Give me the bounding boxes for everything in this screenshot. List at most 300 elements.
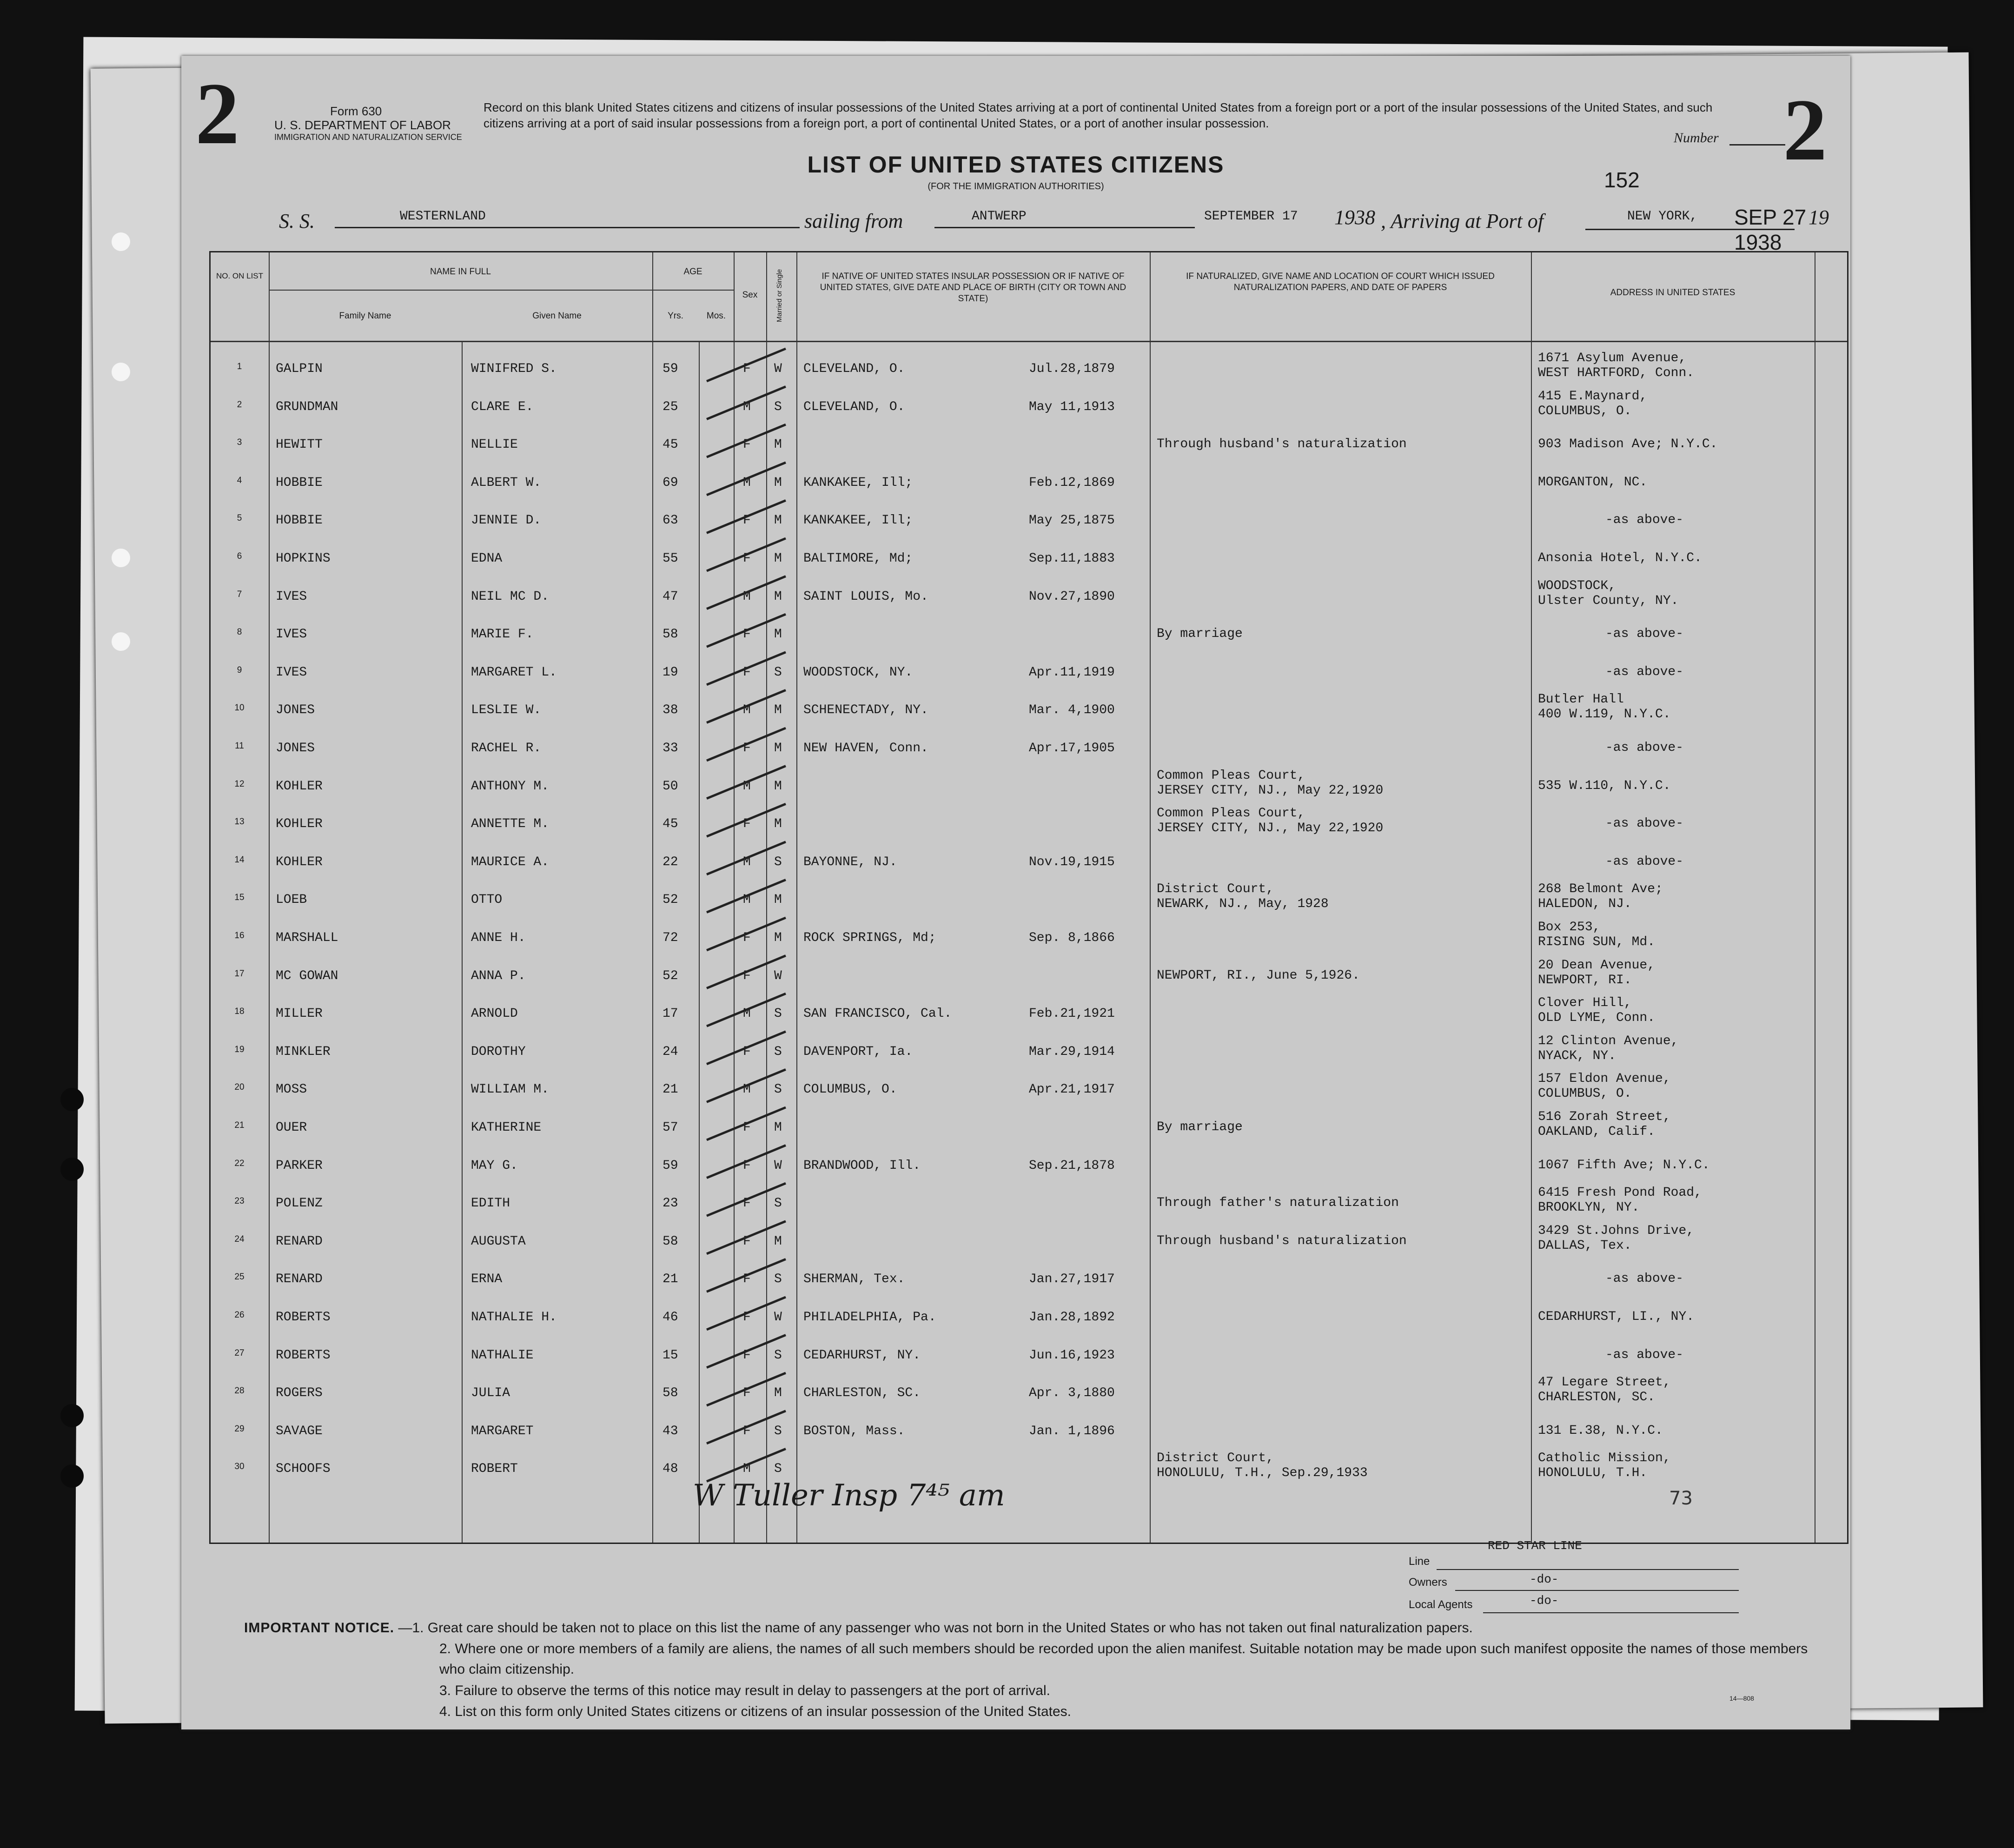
marital-status: S	[774, 1007, 782, 1021]
agents-label: Local Agents	[1409, 1598, 1473, 1611]
row-number: 11	[235, 741, 244, 751]
marital-status: M	[774, 551, 782, 566]
row-number: 18	[234, 1007, 245, 1017]
address-line: HONOLULU, T.H.	[1538, 1466, 1648, 1481]
sex: F	[743, 362, 751, 376]
table-row	[211, 1334, 1847, 1372]
table-row	[211, 613, 1847, 651]
table-row	[211, 1106, 1847, 1145]
birth-date: Feb.12,1869	[1029, 475, 1115, 490]
age: 17	[662, 1007, 678, 1021]
row-number: 21	[234, 1120, 245, 1130]
family-name: OUER	[276, 1120, 307, 1135]
given-name: ANNA P.	[471, 968, 526, 983]
marital-status: S	[774, 1044, 782, 1059]
table-row	[211, 1145, 1847, 1183]
check-mark	[707, 1259, 786, 1292]
check-mark	[707, 1146, 786, 1178]
address-line: 535 W.110, N.Y.C.	[1538, 778, 1671, 793]
page-title: LIST OF UNITED STATES CITIZENS	[807, 152, 1225, 178]
address-line: DALLAS, Tex.	[1538, 1238, 1632, 1253]
address-line: OAKLAND, Calif.	[1538, 1125, 1656, 1139]
address-line: OLD LYME, Conn.	[1538, 1011, 1656, 1026]
family-name: POLENZ	[276, 1196, 323, 1211]
table-row	[211, 879, 1847, 917]
birth-place: DAVENPORT, Ia.	[803, 1044, 913, 1059]
check-mark	[707, 804, 786, 836]
table-row	[211, 1068, 1847, 1106]
age: 72	[662, 931, 678, 945]
marital-status: M	[774, 779, 782, 794]
address-line: 1671 Asylum Avenue,	[1538, 351, 1687, 365]
marital-status: W	[774, 362, 782, 376]
row-number: 2	[237, 399, 242, 410]
age: 19	[662, 665, 678, 680]
number-label: Number	[1674, 130, 1719, 146]
table-row	[211, 1220, 1847, 1258]
address-line: Ulster County, NY.	[1538, 593, 1679, 608]
birth-place: SAINT LOUIS, Mo.	[803, 589, 928, 604]
age: 52	[662, 893, 678, 907]
given-name: MARGARET L.	[471, 665, 557, 680]
naturalization-line: Through husband's naturalization	[1157, 1233, 1407, 1248]
row-number: 20	[234, 1082, 245, 1093]
address-line: COLUMBUS, O.	[1538, 404, 1632, 418]
line-underline	[1437, 1569, 1739, 1570]
given-name: ALBERT W.	[471, 475, 542, 490]
header-rule	[269, 290, 652, 291]
marital-status: M	[774, 475, 782, 490]
table-row	[211, 1182, 1847, 1220]
table-row	[211, 727, 1847, 765]
marital-status: S	[774, 399, 782, 414]
header-family-name: Family Name	[339, 311, 391, 321]
ship-underline	[335, 227, 800, 228]
header-birth: IF NATIVE OF UNITED STATES INSULAR POSSESSION OR IF NATIVE OF UNITED STATES, GIVE DATE AND PLACE OF BIRTH (CITY OR TOWN AND STATE)	[820, 272, 1126, 304]
address-line: -as above-	[1605, 627, 1684, 642]
address-line: 415 E.Maynard,	[1538, 389, 1648, 404]
sex: F	[743, 1348, 751, 1363]
age: 21	[662, 1272, 678, 1287]
birth-date: Apr.17,1905	[1029, 741, 1115, 755]
naturalization-line: NEWARK, NJ., May, 1928	[1157, 897, 1329, 912]
age: 38	[662, 703, 678, 718]
birth-place: SCHENECTADY, NY.	[803, 703, 928, 718]
sex: M	[743, 703, 751, 718]
family-name: MARSHALL	[276, 931, 338, 945]
row-number: 3	[237, 437, 242, 448]
address-line: Ansonia Hotel, N.Y.C.	[1538, 551, 1702, 565]
given-name: MARIE F.	[471, 627, 534, 642]
birth-place: COLUMBUS, O.	[803, 1082, 897, 1097]
age: 47	[662, 589, 678, 604]
check-mark	[707, 1373, 786, 1405]
age: 63	[662, 513, 678, 528]
table-row	[211, 537, 1847, 576]
marital-status: S	[774, 1082, 782, 1097]
check-mark	[707, 728, 786, 761]
table-row	[211, 1258, 1847, 1296]
line-label: Line	[1409, 1555, 1430, 1568]
header-name-in-full: NAME IN FULL	[430, 267, 491, 277]
table-row	[211, 1448, 1847, 1486]
table-row	[211, 651, 1847, 689]
passenger-table	[209, 251, 1848, 1544]
punch-hole	[112, 549, 130, 567]
family-name: KOHLER	[276, 779, 323, 794]
birth-date: Jan. 1,1896	[1029, 1424, 1115, 1438]
sex: M	[743, 1082, 751, 1097]
sex: F	[743, 1044, 751, 1059]
marital-status: M	[774, 931, 782, 945]
given-name: WILLIAM M.	[471, 1082, 550, 1097]
sex: F	[743, 817, 751, 832]
given-name: MAY G.	[471, 1158, 518, 1173]
family-name: IVES	[276, 665, 307, 680]
arrival-date-stamp: SEP 27 1938	[1734, 205, 1807, 254]
check-mark	[707, 538, 786, 571]
check-mark	[707, 918, 786, 950]
row-number: 7	[237, 589, 242, 599]
sex: F	[743, 665, 751, 680]
arriving-label: , Arriving at Port of	[1381, 210, 1544, 232]
sex: F	[743, 968, 751, 983]
age: 43	[662, 1424, 678, 1438]
header-given-name: Given Name	[532, 311, 582, 321]
table-row	[211, 462, 1847, 500]
address-line: MORGANTON, NC.	[1538, 475, 1648, 490]
family-name: JONES	[276, 703, 315, 718]
birth-place: CLEVELAND, O.	[803, 362, 905, 376]
row-number: 15	[234, 893, 245, 903]
check-mark	[707, 766, 786, 799]
year-label: 19	[1809, 206, 1829, 229]
table-row	[211, 424, 1847, 462]
marital-status: M	[774, 627, 782, 642]
family-name: KOHLER	[276, 817, 323, 832]
address-line: RISING SUN, Md.	[1538, 935, 1656, 949]
birth-date: Sep.11,1883	[1029, 551, 1115, 566]
sex: F	[743, 1120, 751, 1135]
department-name: U. S. DEPARTMENT OF LABOR	[274, 118, 451, 132]
sex: F	[743, 1158, 751, 1173]
address-line: 20 Dean Avenue,	[1538, 958, 1656, 973]
notice-item: 2. Where one or more members of a family are aliens, the names of all such members should be recorded upon the alien manifest. Suitable notation may be made upon such manifest opposite the names of those members who claim citizenship.	[439, 1641, 1808, 1677]
stamped-number: 152	[1604, 168, 1640, 192]
age: 22	[662, 854, 678, 869]
marital-status: S	[774, 665, 782, 680]
number-line	[1729, 144, 1785, 146]
row-number: 5	[237, 513, 242, 523]
birth-place: BRANDWOOD, Ill.	[803, 1158, 921, 1173]
address-line: 47 Legare Street,	[1538, 1375, 1671, 1390]
given-name: OTTO	[471, 893, 503, 907]
check-mark	[707, 1335, 786, 1368]
owners-underline	[1455, 1590, 1739, 1591]
marital-status: S	[774, 1424, 782, 1438]
address-line: Clover Hill,	[1538, 996, 1632, 1011]
address-line: Butler Hall	[1538, 692, 1624, 707]
check-mark	[707, 880, 786, 912]
sex: F	[743, 1196, 751, 1211]
inspector-handwritten-note: W Tuller Insp 7⁴⁵ am	[693, 1478, 1005, 1513]
age: 46	[662, 1310, 678, 1325]
naturalization-line: Through father's naturalization	[1157, 1196, 1399, 1211]
naturalization-line: Common Pleas Court,	[1157, 768, 1305, 783]
table-row	[211, 803, 1847, 841]
age: 24	[662, 1044, 678, 1059]
row-number: 29	[234, 1424, 245, 1434]
check-mark	[707, 1107, 786, 1140]
check-mark	[707, 1221, 786, 1254]
sex: F	[743, 437, 751, 452]
header-yrs: Yrs.	[668, 311, 683, 321]
check-mark	[707, 690, 786, 722]
marital-status: S	[774, 854, 782, 869]
birth-date: Sep. 8,1866	[1029, 931, 1115, 945]
owners-value: -do-	[1530, 1572, 1559, 1586]
family-name: ROBERTS	[276, 1348, 331, 1363]
ss-label: S. S.	[279, 210, 315, 232]
family-name: SAVAGE	[276, 1424, 323, 1438]
family-name: RENARD	[276, 1272, 323, 1287]
sex: F	[743, 931, 751, 945]
row-number: 16	[234, 931, 245, 941]
family-name: IVES	[276, 627, 307, 642]
header-no-on-list: NO. ON LIST	[216, 272, 264, 280]
given-name: ANNETTE M.	[471, 817, 550, 832]
family-name: HOBBIE	[276, 475, 323, 490]
birth-place: SHERMAN, Tex.	[803, 1272, 905, 1287]
row-number: 8	[237, 627, 242, 637]
notice-item: 4. List on this form only United States citizens or citizens of an insular possession of the United States.	[439, 1704, 1072, 1719]
table-row	[211, 348, 1847, 386]
age: 23	[662, 1196, 678, 1211]
header-rule	[211, 341, 1847, 342]
check-mark	[707, 1069, 786, 1102]
table-row	[211, 689, 1847, 727]
table-row	[211, 1410, 1847, 1448]
birth-date: May 25,1875	[1029, 513, 1115, 528]
check-mark	[707, 1032, 786, 1064]
header-age: AGE	[683, 267, 702, 277]
punch-hole	[112, 632, 130, 651]
sex: M	[743, 893, 751, 907]
row-number: 9	[237, 665, 242, 675]
marital-status: M	[774, 437, 782, 452]
birth-place: CHARLESTON, SC.	[803, 1386, 921, 1401]
address-line: NYACK, NY.	[1538, 1048, 1616, 1063]
given-name: CLARE E.	[471, 399, 534, 414]
birth-place: BOSTON, Mass.	[803, 1424, 905, 1438]
header-address: ADDRESS IN UNITED STATES	[1610, 288, 1736, 298]
family-name: KOHLER	[276, 854, 323, 869]
family-name: ROBERTS	[276, 1310, 331, 1325]
notice-item: 3. Failure to observe the terms of this notice may result in delay to passengers at the port of arrival.	[439, 1683, 1050, 1698]
birth-date: Feb.21,1921	[1029, 1007, 1115, 1021]
check-mark	[707, 842, 786, 874]
row-number: 12	[234, 779, 245, 789]
header-sex: Sex	[742, 290, 758, 300]
given-name: ANNE H.	[471, 931, 526, 945]
address-line: 131 E.38, N.Y.C.	[1538, 1423, 1663, 1438]
marital-status: W	[774, 1158, 782, 1173]
address-line: -as above-	[1605, 1272, 1684, 1286]
family-name: LOEB	[276, 893, 307, 907]
check-mark	[707, 994, 786, 1026]
checkmarks-overlay	[693, 344, 823, 1534]
birth-place: BALTIMORE, Md;	[803, 551, 913, 566]
age: 59	[662, 362, 678, 376]
marital-status: M	[774, 817, 782, 832]
table-row	[211, 499, 1847, 537]
from-port: ANTWERP	[972, 209, 1027, 224]
agents-underline	[1483, 1612, 1739, 1613]
sex: F	[743, 1234, 751, 1249]
header-married-single: Married or Single	[775, 269, 783, 322]
address-line: CEDARHURST, LI., NY.	[1538, 1310, 1695, 1324]
given-name: JULIA	[471, 1386, 510, 1401]
table-row	[211, 1296, 1847, 1334]
given-name: DOROTHY	[471, 1044, 526, 1059]
departure-date: SEPTEMBER 17	[1204, 209, 1298, 224]
family-name: PARKER	[276, 1158, 323, 1173]
address-line: -as above-	[1605, 854, 1684, 869]
marital-status: M	[774, 513, 782, 528]
check-mark	[707, 387, 786, 419]
row-number: 28	[234, 1386, 245, 1396]
age: 58	[662, 1386, 678, 1401]
check-mark	[707, 1183, 786, 1216]
address-line: 12 Clinton Avenue,	[1538, 1033, 1679, 1048]
table-row	[211, 955, 1847, 993]
family-name: MILLER	[276, 1007, 323, 1021]
birth-place: NEW HAVEN, Conn.	[803, 741, 928, 755]
age: 15	[662, 1348, 678, 1363]
family-name: HOPKINS	[276, 551, 331, 566]
line-value: RED STAR LINE	[1488, 1539, 1582, 1553]
row-number: 23	[234, 1196, 245, 1206]
address-line: HALEDON, NJ.	[1538, 897, 1632, 912]
corner-number-left: 2	[195, 65, 239, 163]
row-number: 4	[237, 475, 242, 485]
sex: F	[743, 551, 751, 566]
family-name: GRUNDMAN	[276, 399, 338, 414]
marital-status: M	[774, 1234, 782, 1249]
family-name: MC GOWAN	[276, 968, 338, 983]
age: 58	[662, 1234, 678, 1249]
departure-year: 1938	[1334, 206, 1375, 229]
table-row	[211, 576, 1847, 614]
sex: M	[743, 1007, 751, 1021]
age: 52	[662, 968, 678, 983]
check-mark	[707, 956, 786, 988]
given-name: LESLIE W.	[471, 703, 542, 718]
birth-date: Mar.29,1914	[1029, 1044, 1115, 1059]
table-row	[211, 841, 1847, 879]
address-line: 157 Eldon Avenue,	[1538, 1072, 1671, 1086]
given-name: NELLIE	[471, 437, 518, 452]
check-mark	[707, 349, 786, 381]
family-name: RENARD	[276, 1234, 323, 1249]
given-name: NATHALIE	[471, 1348, 534, 1363]
address-line: 3429 St.Johns Drive,	[1538, 1223, 1695, 1238]
sex: M	[743, 399, 751, 414]
naturalization-line: By marriage	[1157, 627, 1243, 642]
sex: F	[743, 1310, 751, 1325]
birth-place: CLEVELAND, O.	[803, 399, 905, 414]
sailing-label: sailing from	[804, 210, 903, 232]
row-number: 1	[237, 362, 242, 371]
address-line: -as above-	[1605, 664, 1684, 679]
table-row	[211, 765, 1847, 803]
birth-date: Jun.16,1923	[1029, 1348, 1115, 1363]
marital-status: S	[774, 1348, 782, 1363]
naturalization-line: NEWPORT, RI., June 5,1926.	[1157, 968, 1360, 983]
family-name: HEWITT	[276, 437, 323, 452]
birth-date: Jan.27,1917	[1029, 1272, 1115, 1287]
sex: M	[743, 779, 751, 794]
row-number: 13	[234, 817, 245, 827]
check-mark	[707, 652, 786, 685]
birth-date: Apr.21,1917	[1029, 1082, 1115, 1097]
page-subtitle: (FOR THE IMMIGRATION AUTHORITIES)	[928, 181, 1104, 192]
punch-hole	[112, 232, 130, 251]
family-name: JONES	[276, 741, 315, 755]
address-line: COLUMBUS, O.	[1538, 1086, 1632, 1101]
address-line: 400 W.119, N.Y.C.	[1538, 707, 1671, 722]
age: 48	[662, 1462, 678, 1477]
address-line: -as above-	[1605, 816, 1684, 831]
sex: M	[743, 475, 751, 490]
check-mark	[707, 500, 786, 533]
marital-status: M	[774, 1120, 782, 1135]
address-line: NEWPORT, RI.	[1538, 973, 1632, 987]
address-line: Box 253,	[1538, 920, 1601, 934]
row-number: 14	[234, 854, 245, 865]
birth-date: Mar. 4,1900	[1029, 703, 1115, 718]
given-name: ROBERT	[471, 1462, 518, 1477]
arrival-port: NEW YORK,	[1627, 209, 1698, 224]
address-line: 1067 Fifth Ave; N.Y.C.	[1538, 1158, 1710, 1172]
marital-status: S	[774, 1462, 782, 1477]
birth-date: Apr. 3,1880	[1029, 1386, 1115, 1401]
sex: F	[743, 1386, 751, 1401]
binder-hole	[60, 1158, 84, 1181]
sex: F	[743, 741, 751, 755]
family-name: MINKLER	[276, 1044, 331, 1059]
birth-date: Nov.27,1890	[1029, 589, 1115, 604]
punch-hole	[112, 363, 130, 381]
check-mark	[707, 1411, 786, 1444]
binder-hole	[60, 1404, 84, 1427]
family-name: GALPIN	[276, 362, 323, 376]
address-line: WEST HARTFORD, Conn.	[1538, 366, 1695, 380]
sex: F	[743, 1272, 751, 1287]
birth-place: WOODSTOCK, NY.	[803, 665, 913, 680]
address-line: -as above-	[1605, 513, 1684, 528]
check-mark	[707, 424, 786, 457]
given-name: ANTHONY M.	[471, 779, 550, 794]
given-name: MARGARET	[471, 1424, 534, 1438]
notice-label: IMPORTANT NOTICE.	[244, 1620, 395, 1636]
address-line: Catholic Mission,	[1538, 1451, 1671, 1466]
sex: F	[743, 1424, 751, 1438]
sex: F	[743, 513, 751, 528]
given-name: NEIL MC D.	[471, 589, 550, 604]
marital-status: M	[774, 703, 782, 718]
naturalization-line: District Court,	[1157, 882, 1274, 897]
